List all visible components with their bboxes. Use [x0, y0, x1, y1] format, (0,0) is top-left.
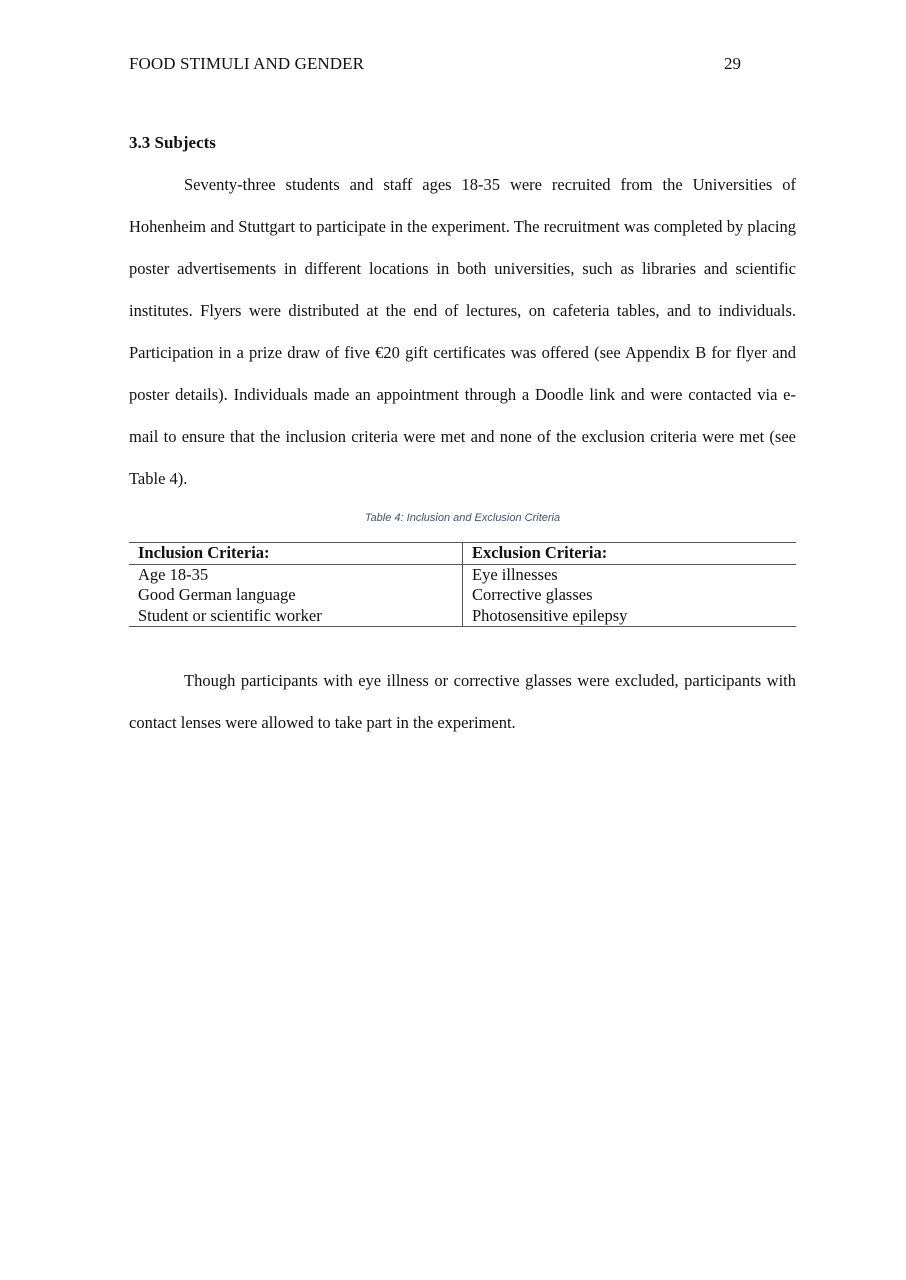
- exclusion-cell: Corrective glasses: [472, 585, 593, 604]
- running-head: FOOD STIMULI AND GENDER: [129, 54, 365, 73]
- criteria-table: [129, 542, 796, 627]
- table-row: [129, 606, 796, 627]
- inclusion-cell: Good German language: [129, 585, 463, 606]
- page-number: 29: [724, 54, 741, 73]
- table-row: [129, 564, 796, 585]
- exclusion-cell: Eye illnesses: [472, 564, 558, 584]
- inclusion-cell: Student or scientific worker: [129, 606, 463, 627]
- table-header-row: [129, 543, 796, 565]
- table-row: [129, 585, 796, 606]
- paragraph-contact-lenses: Though participants with eye illness or corrective glasses were excluded, participants with contact lenses were allowed to take part in the experiment.: [129, 671, 796, 732]
- inclusion-cell: Age 18-35: [129, 564, 463, 585]
- paragraph-recruitment: Seventy-three students and staff ages 18-35 were recruited from the Universities of Hohenheim and Stuttgart to participate in the experiment. The recruitment was completed by placing poster advertisements in different locations in both universities, such as libraries and scientific institutes. Flyers were distributed at the end of lectures, on cafeteria tables, and to individuals. Participation in a prize draw of five €20 gift certificates was offered (see Appendix B for flyer and poster details). Individuals made an appointment through a Doodle link and were contacted via e-mail to ensure that the inclusion criteria were met and none of the exclusion criteria were met (see Table 4).: [129, 175, 796, 488]
- exclusion-cell: Photosensitive epilepsy: [463, 606, 797, 627]
- table-caption: Table 4: Inclusion and Exclusion Criteria: [364, 512, 561, 524]
- section-heading: 3.3 Subjects: [129, 133, 216, 152]
- inclusion-header: Inclusion Criteria:: [129, 543, 463, 565]
- exclusion-header: Exclusion Criteria:: [463, 543, 797, 565]
